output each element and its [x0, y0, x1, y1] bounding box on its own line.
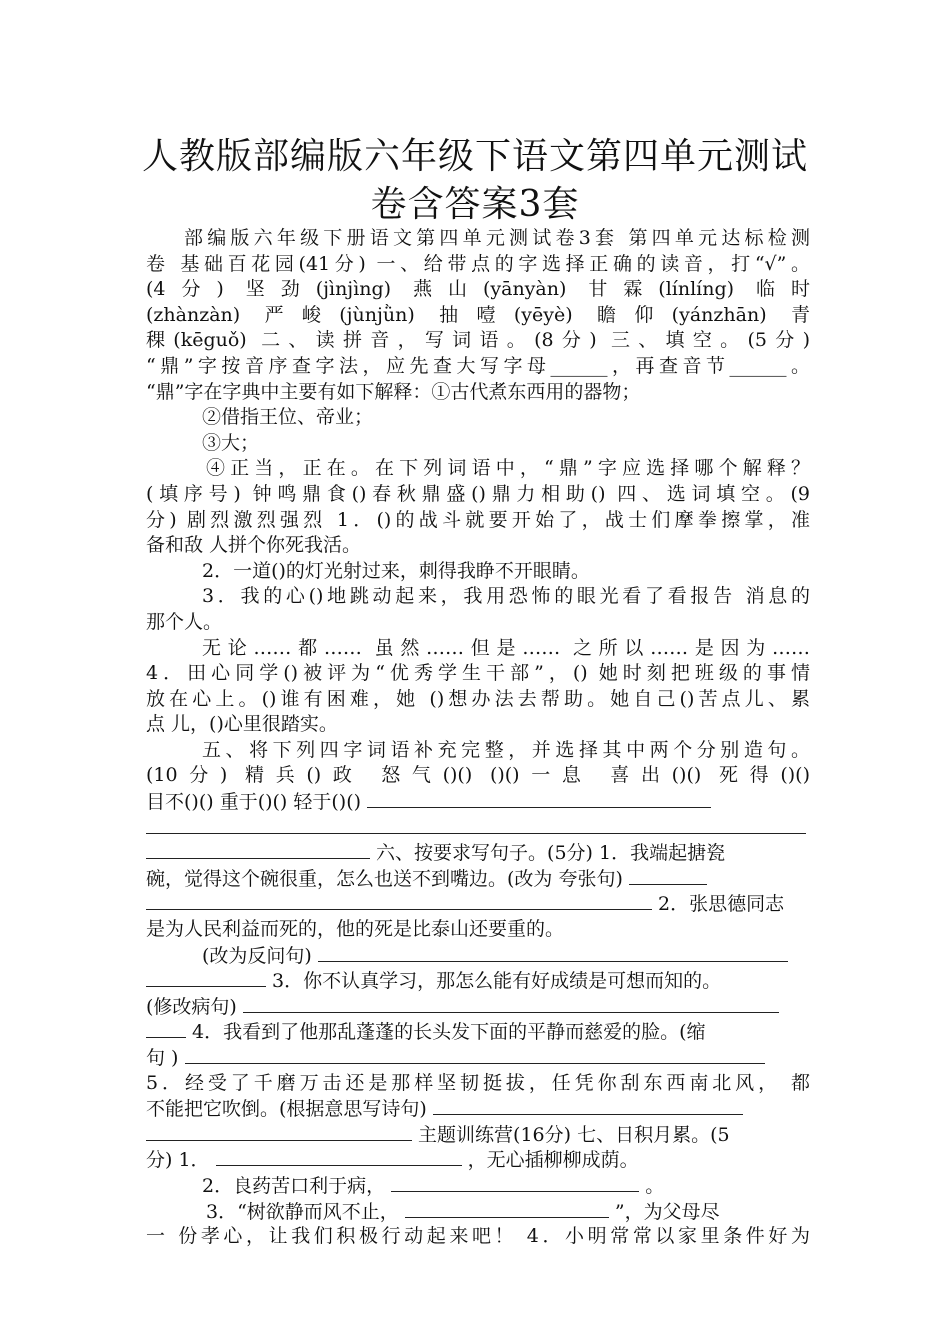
body-line — [146, 891, 810, 917]
answer-blank[interactable] — [318, 943, 788, 962]
answer-blank[interactable] — [391, 1173, 639, 1192]
answer-blank[interactable] — [146, 891, 652, 910]
body-line — [146, 1019, 810, 1045]
body-line: 是为人民利益而死的，他的死是比泰山还要重的。 — [146, 918, 565, 941]
body-line: “鼎”字在字典中主要有如下解释：①古代煮东西用的器物； — [146, 380, 641, 403]
body-line: 五、将下列四字词语补充完整，并选择其中两个分别造句。 — [202, 738, 810, 761]
body-line — [146, 1096, 810, 1122]
body-line-text: ”，为父母尽 — [614, 1200, 720, 1223]
answer-blank[interactable] — [405, 1199, 609, 1218]
body-line: (zhànzàn) 严峻(jùnjǜn) 抽噎(yēyè) 瞻仰(yánzhān) 青 — [146, 303, 810, 326]
body-line-text: 目不()() 重于()() 轻于()() — [146, 791, 362, 814]
answer-blank[interactable] — [146, 968, 266, 987]
answer-blank[interactable] — [146, 1019, 186, 1038]
body-line — [146, 994, 810, 1020]
answer-blank[interactable] — [367, 789, 711, 808]
document-title-line-2: 卷含答案3套 — [370, 184, 580, 225]
body-line-text: 4．我看到了他那乱蓬蓬的长头发下面的平静而慈爱的脸。(缩 — [192, 1021, 706, 1044]
body-line: 备和敌 人拼个你死我活。 — [146, 534, 362, 557]
body-line: 3．我的心()地跳动起来，我用恐怖的眼光看了看报告 消息的 — [202, 585, 810, 608]
body-line-text: 句 ) — [146, 1047, 179, 1069]
document-body — [146, 226, 810, 1250]
body-line: ②借指王位、帝业； — [202, 406, 374, 429]
body-line: ③大； — [202, 431, 260, 454]
body-line-text: 六、按要求写句子。(5分) 1．我端起搪瓷 — [376, 842, 726, 865]
body-line — [146, 1147, 810, 1173]
answer-blank[interactable] — [146, 815, 806, 834]
body-line: 2．一道()的灯光射过来，刺得我睁不开眼睛。 — [202, 559, 590, 582]
body-line: 5．经受了千磨万击还是那样坚韧挺拔，任凭你刮东西南北风， 都 — [146, 1071, 810, 1094]
body-line — [146, 815, 810, 841]
body-line: 卷 基础百花园(41分) 一、给带点的字选择正确的读音，打“√”。 — [146, 252, 810, 275]
body-line — [146, 866, 810, 892]
body-line: 放在心上。()谁有困难，她 ()想办法去帮助。她自己()苦点儿、累 — [146, 687, 810, 710]
body-line: 点 儿，()心里很踏实。 — [146, 713, 338, 736]
answer-blank[interactable] — [146, 840, 370, 859]
body-line — [146, 1045, 810, 1071]
body-line-text: ，无心插柳柳成荫。 — [467, 1149, 639, 1172]
body-line — [146, 968, 810, 994]
answer-blank[interactable] — [243, 994, 779, 1013]
answer-blank[interactable] — [146, 1122, 412, 1141]
body-line-text: (修改病句) — [146, 995, 237, 1018]
body-line: “鼎”字按音序查字法，应先查大写字母______，再查音节______。 — [146, 354, 810, 377]
body-line-text: 2．良药苦口利于病， — [202, 1174, 386, 1197]
body-line — [146, 943, 810, 969]
body-line-text: 3．“树欲静而风不止， — [206, 1200, 399, 1223]
body-line — [146, 840, 810, 866]
answer-blank[interactable] — [433, 1096, 743, 1115]
body-line: (4分) 坚劲(jìnjìng) 燕山(yānyàn) 甘霖(línlíng) 临时 — [146, 278, 810, 301]
answer-blank[interactable] — [629, 866, 707, 885]
body-line: (填序号) 钟鸣鼎食()春秋鼎盛()鼎力相助() 四、选词填空。(9 — [146, 482, 810, 505]
body-line-text: 主题训练营(16分) 七、日积月累。(5 — [418, 1123, 730, 1146]
body-line-text: 。 — [645, 1174, 665, 1197]
body-line: 4．田心同学()被评为“优秀学生干部”，() 她时刻把班级的事情 — [146, 662, 810, 685]
answer-blank[interactable] — [216, 1147, 462, 1166]
body-line — [146, 1199, 810, 1225]
body-line: 一 份孝心，让我们积极行动起来吧！ 4．小明常常以家里条件好为 — [146, 1225, 810, 1248]
body-line-text: (改为反问句) — [202, 944, 312, 967]
body-line-text: 分) 1． — [146, 1149, 210, 1172]
body-line — [146, 789, 810, 815]
body-line: ④正当，正在。在下列词语中，“鼎”字应选择哪个解释？ — [206, 457, 810, 480]
body-line: 那个人。 — [146, 610, 223, 633]
body-line: 分) 剧烈激烈强烈 1．()的战斗就要开始了，战士们摩拳擦掌，准 — [146, 508, 810, 531]
body-line: 稞(kēguǒ) 二、读拼音，写词语。(8分) 三、填空。(5分) — [146, 329, 810, 352]
answer-blank[interactable] — [185, 1045, 765, 1064]
body-line-text: 2．张思德同志 — [658, 893, 785, 916]
body-line — [146, 1173, 810, 1199]
document-title-line-1: 人教版部编版六年级下语文第四单元测试 — [141, 136, 808, 177]
body-line-text: 碗，觉得这个碗很重，怎么也送不到嘴边。(改为 夸张句) — [146, 867, 623, 890]
body-line-text: 不能把它吹倒。(根据意思写诗句) — [146, 1098, 427, 1121]
body-line-text: 3．你不认真学习，那怎么能有好成绩是可想而知的。 — [272, 970, 722, 993]
body-line: (10分) 精兵()政 怒气()() ()()一息 喜出()() 死得()() — [146, 764, 810, 787]
body-line: 部编版六年级下册语文第四单元测试卷3套 第四单元达标检测 — [184, 227, 810, 249]
body-line: 无论……都…… 虽然……但是…… 之所以……是因为…… — [202, 636, 810, 659]
body-line — [146, 1122, 810, 1148]
